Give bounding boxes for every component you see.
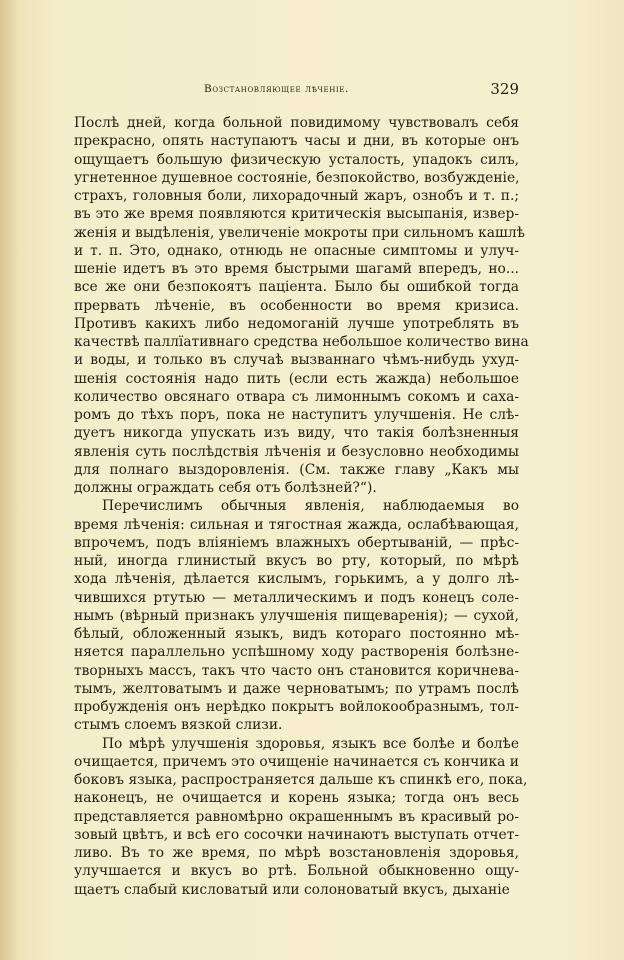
text-line: прервать лѣченіе, въ особенности во время кризиса. xyxy=(74,297,519,314)
text-line: должны ограждать себя отъ болѣзней?“). xyxy=(74,480,377,496)
text-line: количество овсянаго отвара съ лимоннымъ сокомъ и саха- xyxy=(74,388,519,405)
text-line: явленія суть послѣдствія лѣченія и безусловно необходимы xyxy=(74,443,519,460)
running-title: Возстановляющее лѣченіе. xyxy=(204,83,349,95)
text-line: нымъ (вѣрный признакъ улучшенія пищеваренія); — сухой, xyxy=(74,607,519,624)
text-line: для полнаго выздоровленія. (См. также главу „Какъ мы xyxy=(74,461,519,478)
text-line: время лѣченія: сильная и тягостная жажда, ослабѣвающая, xyxy=(74,516,519,533)
text-line: угнетенное душевное состояніе, безпокойство, возбужденіе, xyxy=(74,169,520,186)
text-line: боковъ языка, распространяется дальше къ спинкѣ его, пока, xyxy=(74,772,528,788)
body-text xyxy=(74,114,529,899)
text-line: няется параллельно успѣшному ходу растворенія болѣзне- xyxy=(74,644,519,661)
text-line: страхъ, головныя боли, лихорадочный жаръ, ознобъ и т. п.; xyxy=(74,188,519,204)
text-line: чившихся ртутью — металлическимъ и подъ конецъ соле- xyxy=(74,589,519,606)
text-line: очищается, причемъ это очищеніе начинается съ кончика и xyxy=(74,753,519,770)
paragraph xyxy=(74,735,528,899)
text-line: пробужденія онъ нерѣдко покрытъ войлокообразнымъ, тол- xyxy=(74,699,519,715)
text-line: шеніе идетъ въ это время быстрыми шагамй впередъ, но... xyxy=(74,261,519,277)
text-line: зовый цвѣтъ, и всѣ его сосочки начинаютъ выступать отчет- xyxy=(74,826,519,843)
paragraph xyxy=(74,114,529,497)
text-line: тымъ, желтоватымъ и даже черноватымъ; по утрамъ послѣ xyxy=(74,680,519,697)
text-line: и т. п. Это, однако, отнюдь не опасные симптомы и улуч- xyxy=(74,242,519,259)
text-line: качествѣ паллїативнаго средства небольшое количество вина xyxy=(74,334,529,350)
text-line: бѣлый, обложенный языкъ, видъ котораго постоянно мѣ- xyxy=(74,626,519,642)
text-line: стымъ слоемъ вязкой слизи. xyxy=(74,717,283,734)
paragraph xyxy=(74,497,519,734)
text-line: и воды, и только въ случаѣ вызваннаго чѣмъ-нибудь ухуд- xyxy=(74,352,519,369)
text-line: женія и выдѣленія, увеличеніе мокроты при сильномъ кашлѣ xyxy=(74,224,525,241)
text-line: ромъ до тѣхъ поръ, пока не наступитъ улучшенія. Не слѣ- xyxy=(74,407,519,423)
text-line: наконецъ, не очищается и корень языка; тогда онъ весь xyxy=(74,790,519,807)
text-line: ливо. Въ то же время, по мѣрѣ возстановленія здоровья, xyxy=(74,845,519,861)
text-line: Перечислимъ обычныя явленія, наблюдаемыя во xyxy=(102,498,519,515)
text-line: щаетъ слабый кисловатый или солоноватый вкусъ, дыханіе xyxy=(74,881,510,898)
text-line: Противъ какихъ либо недомоганій лучше употреблять въ xyxy=(74,315,519,332)
text-line: улучшается и вкусъ во ртѣ. Больной обыкновенно ощу- xyxy=(74,863,519,880)
text-line: дуетъ никогда упускать изъ виду, что такія болѣзненныя xyxy=(74,425,519,442)
text-line: шенія состоянія надо пить (если есть жажда) небольшое xyxy=(74,370,519,387)
page-number: 329 xyxy=(490,80,519,98)
text-line: Послѣ дней, когда больной повидимому чувствовалъ себя xyxy=(74,115,519,131)
text-line: хода лѣченія, дѣлается кислымъ, горькимъ, а у долго лѣ- xyxy=(74,571,519,588)
text-line: творныхъ массъ, такъ что часто онъ становится коричнева- xyxy=(74,662,519,679)
text-line: ощущаетъ большую физическую усталость, упадокъ силъ, xyxy=(74,151,519,168)
text-line: ный, иногда глинистый вкусъ во рту, который, по мѣрѣ xyxy=(74,553,519,569)
text-line: прекрасно, опять наступаютъ часы и дни, въ которые онъ xyxy=(74,133,519,150)
text-line: въ это же время появляются критическія высыпанія, извер- xyxy=(74,206,519,223)
text-line: представляется равномѣрно окрашеннымъ въ красивый ро- xyxy=(74,808,519,825)
text-line: впрочемъ, подъ вліяніемъ влажныхъ обертываній, — прѣс- xyxy=(74,534,519,551)
text-line: все же они безпокоятъ паціента. Было бы ошибкой тогда xyxy=(74,279,519,296)
text-line: По мѣрѣ улучшенія здоровья, языкъ все болѣе и болѣе xyxy=(102,735,519,752)
page-header xyxy=(74,80,519,102)
